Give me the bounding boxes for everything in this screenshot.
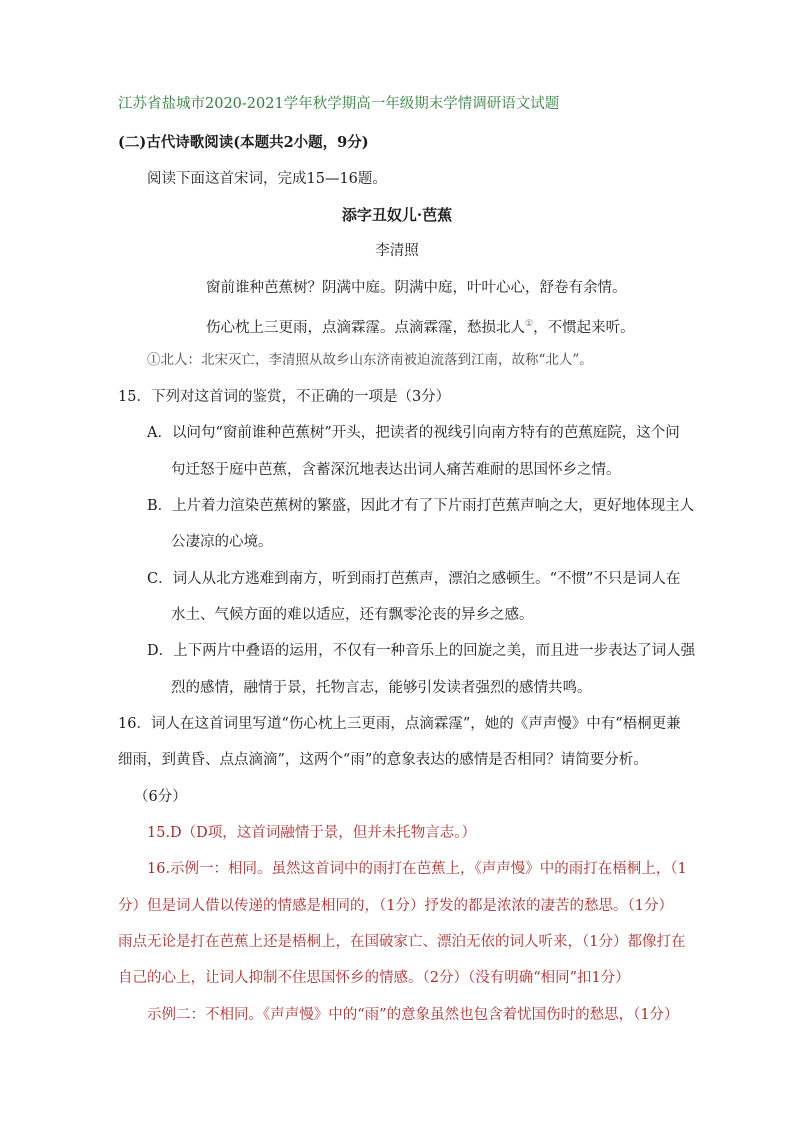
document-header: 江苏省盐城市2020-2021学年秋学期高一年级期末学情调研语文试题: [118, 96, 560, 112]
q15-option-c-line1: C．词人从北方逃难到南方，听到雨打芭蕉声，漂泊之感顿生。“不惯”不只是词人在: [147, 571, 681, 587]
section-title: (二)古代诗歌阅读(本题共2小题，9分): [118, 134, 369, 151]
q15-option-d-line1: D．上下两片中叠语的运用，不仅有一种音乐上的回旋之美，而且进一步表达了词人强: [147, 643, 696, 659]
q15-option-a-line2: 句迁怒于庭中芭蕉，含蓄深沉地表达出词人痛苦难耐的思国怀乡之情。: [171, 462, 621, 478]
q15-option-d-line2: 烈的感情，融情于景，托物言志，能够引发读者强烈的感情共鸣。: [171, 680, 592, 696]
poem-title: 添字丑奴儿·芭蕉: [341, 206, 453, 224]
q15-option-b-line2: 公凄凉的心境。: [171, 534, 273, 550]
answer-16-line4: 自己的心上，让词人抑制不住思国怀乡的情感。（2分）（没有明确“相同”扣1分）: [118, 970, 630, 986]
answer-16-line5: 示例二：不相同。《声声慢》中的“雨”的意象虽然也包含着忧国伤时的愁思，（1分）: [147, 1007, 679, 1023]
answer-16-line3: 雨点无论是打在芭蕉上还是梧桐上，在国破家亡、漂泊无依的词人听来，（1分）都像打在: [118, 934, 686, 950]
answer-15: 15.D（D项，这首词融情于景，但并未托物言志。）: [147, 825, 477, 841]
q15-option-b-line1: B．上片着力渲染芭蕉树的繁盛，因此才有了下片雨打芭蕉声响之大，更好地体现主人: [147, 498, 695, 514]
q15-option-a-line1: A．以问句“窗前谁种芭蕉树”开头，把读者的视线引向南方特有的芭蕉庭院，这个问: [147, 425, 680, 441]
question-16-line1: 16．词人在这首词里写道“伤心枕上三更雨，点滴霖霪”，她的《声声慢》中有“梧桐更兼: [118, 716, 681, 732]
poem-line-2: [206, 314, 635, 338]
instruction-text: 阅读下面这首宋词，完成15—16题。: [147, 171, 387, 187]
question-16-line2: 细雨，到黄昏、点点滴滴”，这两个“雨”的意象表达的感情是否相同？请简要分析。: [118, 752, 648, 768]
answer-16-line1: 16.示例一：相同。虽然这首词中的雨打在芭蕉上，《声声慢》中的雨打在梧桐上，（1: [147, 861, 687, 877]
poem-line-2-text: 伤心枕上三更雨，点滴霖霪。点滴霖霪，愁损北人: [206, 319, 525, 336]
q15-option-c-line2: 水土、气候方面的难以适应，还有飘零沦丧的异乡之感。: [171, 607, 534, 623]
poem-line-2-end: ，不惯起来听。: [533, 319, 635, 336]
poem-author: 李清照: [375, 243, 419, 259]
footnote-marker: ①: [525, 319, 534, 329]
answer-16-line2: 分）但是词人借以传递的情感是相同的，（1分）抒发的都是浓浓的凄苦的愁思。（1分）: [118, 898, 673, 914]
poem-line-1: 窗前谁种芭蕉树？阴满中庭。阴满中庭，叶叶心心，舒卷有余情。: [206, 280, 627, 296]
question-15-stem: 15．下列对这首词的鉴赏，不正确的一项是（3分）: [118, 389, 451, 405]
poem-footnote: ①北人：北宋灭亡，李清照从故乡山东济南被迫流落到江南，故称“北人”。: [147, 352, 593, 368]
question-16-points: （6分）: [134, 789, 187, 805]
